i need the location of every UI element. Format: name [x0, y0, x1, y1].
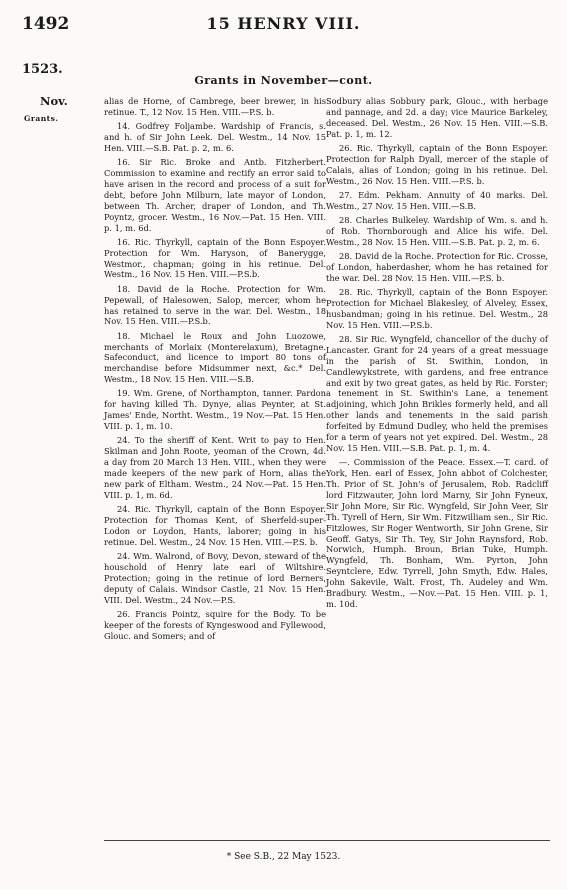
- entry-paragraph: 24. To the sheriff of Kent. Writ to pay to Hen. Skilman and John Roote, yeoman of the Crown, 4d. a day from 20 March 13 Hen. VIII., when they were made keepers of the new park of Horn, alias the new park of Eltham. Westm., 24 Nov.—Pat. 15 Hen. VIII. p. 1, m. 6d.: [104, 435, 326, 500]
- entry-paragraph: 28. Charles Bulkeley. Wardship of Wm. s. and h. of Rob. Thornborough and Alice his wife. Del. Westm., 28 Nov. 15 Hen. VIII.—S.B. Pat. p. 2, m. 6.: [326, 214, 548, 247]
- right-column: [326, 96, 548, 613]
- entry-paragraph: 28. Sir Ric. Wyngfeld, chancellor of the duchy of Lancaster. Grant for 24 years of a great messuage in the parish of St. Swithin, London, in Candlewykstrete, with gardens, and free entrance and exit by two great gates, as held by Ric. Forster; a tenement in St. Swithin's Lane, a tenement adjoining, which John Brikles formerly held, and all other lands and tenements in the said parish forfeited by Edmund Dudley, who held the premises for a term of years not yet expired. Del. Westm., 28 Nov. 15 Hen. VIII.—S.B. Pat. p. 1, m. 4.: [326, 333, 548, 453]
- margin-month: Nov.: [40, 94, 68, 108]
- entry-paragraph: 24. Wm. Walrond, of Bovy, Devon, steward of the houschold of Henry late earl of Wiltshire. Protection; going in the retinue of lord Berners, deputy of Calais. Windsor Castle, 21 Nov. 15 Hen. VIII. Del. Westm., 24 Nov.—P.S.: [104, 551, 326, 605]
- entry-paragraph: 28. Ric. Thyrkyll, captain of the Bonn Espoyer. Protection for Michael Blakesley, of Alveley, Essex, husbandman; going in his retinue. Del. Westm., 28 Nov. 15 Hen. VIII.—P.S.b.: [326, 286, 548, 330]
- footnote: * See S.B., 22 May 1523.: [226, 852, 341, 862]
- page-number: 1492: [22, 14, 70, 34]
- entry-paragraph: 28. David de la Roche. Protection for Ric. Crosse, of London, haberdasher, whom he has retained for the war. Del. 28 Nov. 15 Hen. VIII.—P.S. b.: [326, 250, 548, 283]
- running-title: 15 HENRY VIII.: [206, 14, 361, 33]
- left-column: [104, 96, 326, 645]
- page-header: [0, 14, 567, 34]
- entry-paragraph: 26. Ric. Thyrkyll, captain of the Bonn Espoyer. Protection for Ralph Dyall, mercer of the staple of Calais, alias of London; going in his retinue. Del. Westm., 26 Nov. 15 Hen. VIII.—P.S. b.: [326, 142, 548, 186]
- section-title: Grants in November—cont.: [194, 74, 373, 87]
- entry-paragraph: 14. Godfrey Foljambe. Wardship of Francis, s. and h. of Sir John Leek. Del. Westm., 14 Nov. 15 Hen. VIII.—S.B. Pat. p. 2, m. 6.: [104, 121, 326, 153]
- entry-paragraph: 18. David de la Roche. Protection for Wm. Pepewall, of Halesowen, Salop, mercer, whom he has retained to serve in the war. Del. Westm., 18 Nov. 15 Hen. VIII.—P.S.b.: [104, 283, 326, 327]
- entry-paragraph: Sodbury alias Sobbury park, Glouc., with herbage and pannage, and 2d. a day; vice Maurice Barkeley, deceased. Del. Westm., 26 Nov. 15 Hen. VIII.—S.B. Pat. p. 1, m. 12.: [326, 96, 548, 139]
- entry-paragraph: 16. Ric. Thyrkyll, captain of the Bonn Espoyer. Protection for Wm. Haryson, of Banerygge, Westmor., chapman; going in his retinue. Del. Westm., 16 Nov. 15 Hen. VIII.—P.S.b.: [104, 236, 326, 280]
- entry-paragraph: 18. Michael le Roux and John Luozowe, merchants of Morlaix (Monterelaxum), Bretagne. Safeconduct, and licence to import 80 tons of merchandise before Midsummer next, &c.* Del. Westm., 18 Nov. 15 Hen. VIII.—S.B.: [104, 330, 326, 385]
- margin-label: Grants.: [24, 114, 59, 123]
- year-label: 1523.: [22, 62, 63, 77]
- footnote-rule: [104, 840, 550, 841]
- entry-paragraph: 27. Edm. Pekham. Annuity of 40 marks. Del. Westm., 27 Nov. 15 Hen. VIII.—S.B.: [326, 189, 548, 211]
- entry-paragraph: 24. Ric. Thyrkyll, captain of the Bonn Espoyer. Protection for Thomas Kent, of Sherfeld-super-Lodon or Loydon, Hants, laborer; going in his retinue. Del. Westm., 24 Nov. 15 Hen. VIII.—P.S. b.: [104, 504, 326, 547]
- entry-paragraph: —. Commission of the Peace. Essex.—T. card. of York, Hen. earl of Essex, John abbot of Colchester, Th. Prior of St. John's of Jerusalem, Rob. Radcliff lord Fitzwauter, John lord Marny, Sir John Fyneux, Sir John More, Sir Ric. Wyngfeld, Sir John Veer, Sir Th. Tyrell of Hern, Sir Wm. Fitzwilliam sen., Sir Ric. Fitzlowes, Sir Roger Wentworth, Sir John Grene, Sir Geoff. Gatys, Sir Th. Tey, Sir John Raynsford, Rob. Norwich, Humph. Broun, Brian Tuke, Humph. Wyngfeld, Th. Bonham, Wm. Pyrton, John Seyntclere, Edw. Tyrrell, John Smyth, Edw. Hales, John Sakevile, Walt. Frost, Th. Audeley and Wm. Bradbury. Westm., —Nov.—Pat. 15 Hen. VIII. p. 1, m. 10d.: [326, 457, 548, 609]
- entry-paragraph: 26. Francis Pointz, squire for the Body. To be keeper of the forests of Kyngeswood and Fyllewood, Glouc. and Somers; and of: [104, 608, 326, 641]
- entry-paragraph: alias de Horne, of Cambrege, beer brewer, in his retinue. T., 12 Nov. 15 Hen. VIII.—P.S. b.: [104, 96, 326, 117]
- entry-paragraph: 19. Wm. Grene, of Northampton, tanner. Pardon for having killed Th. Dynye, alias Peynter, at St. James' Ende, Northt. Westm., 19 Nov.—Pat. 15 Hen. VIII. p. 1, m. 10.: [104, 388, 326, 432]
- entry-paragraph: 16. Sir Ric. Broke and Antb. Fitzherbert. Commission to examine and rectify an error said to have arisen in the record and process of a suit for debt, before John Milburn, late mayor of London, between Th. Archer, draper of London, and Th. Poyntz, grocer. Westm., 16 Nov.—Pat. 15 Hen. VIII. p. 1, m. 6d.: [104, 157, 326, 233]
